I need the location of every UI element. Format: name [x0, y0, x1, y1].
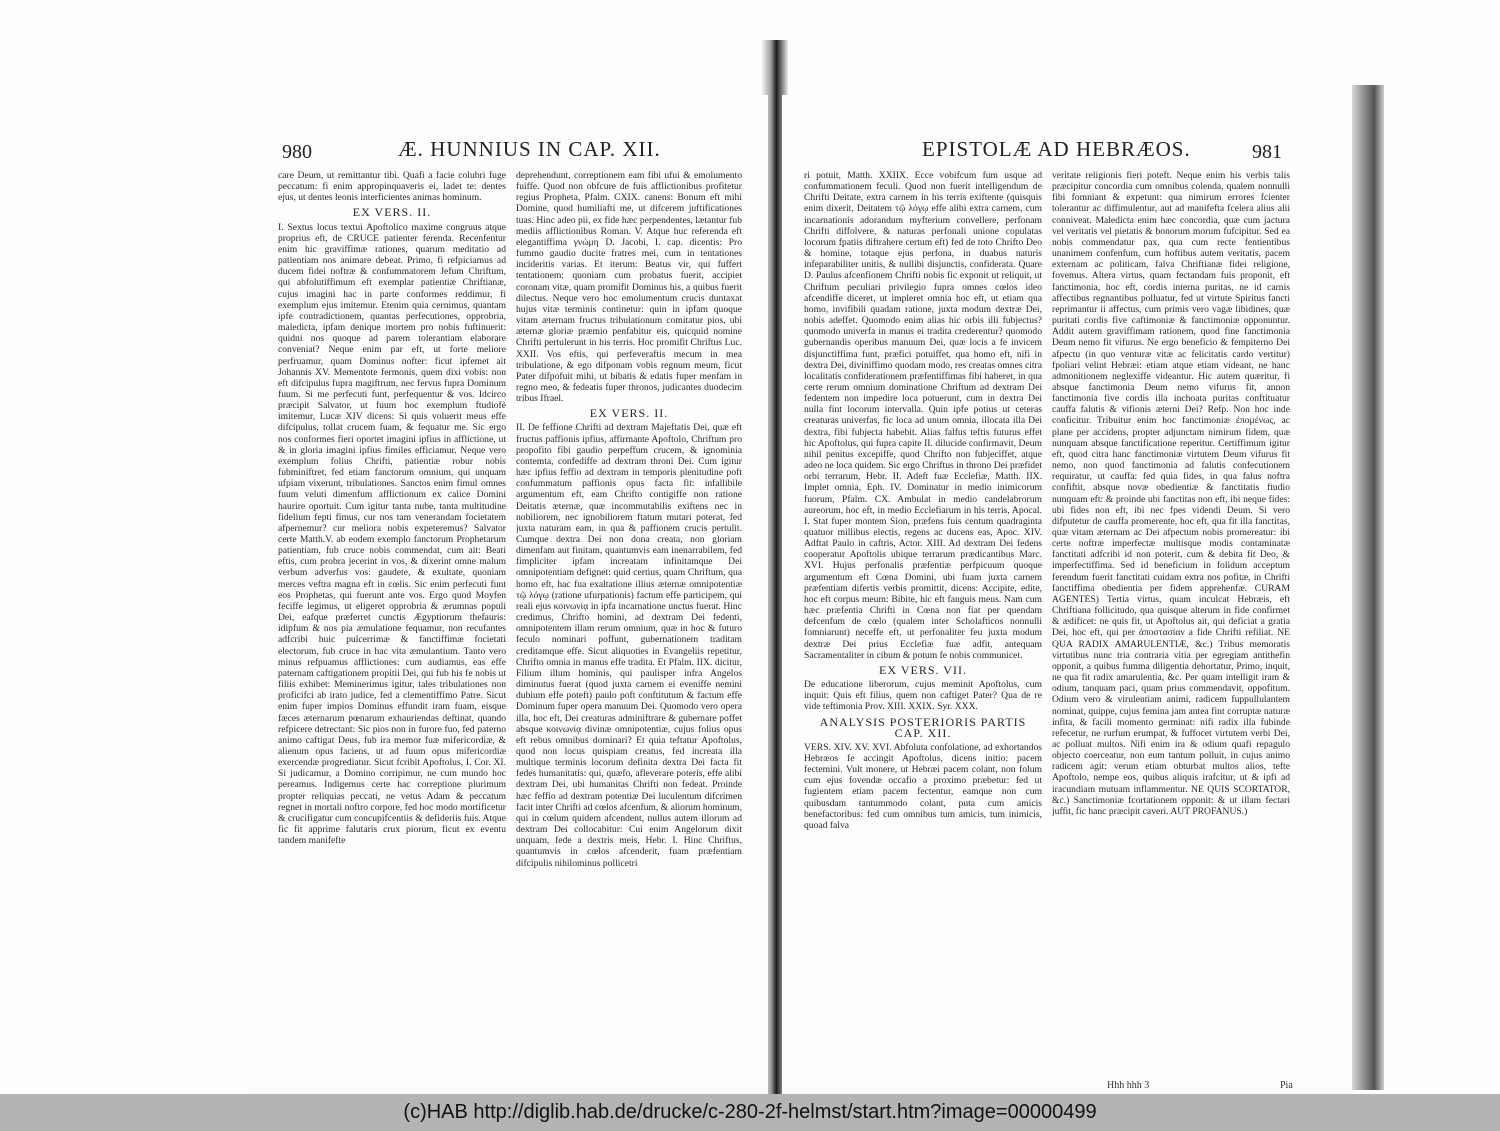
paragraph: I. Sextus locus textui Apoftolico maxime congruus atque proprius eft, de CRUCE patienter ferenda. Recenfentur enim hic graviffimæ rationes, quarum meditatio ad patientiam nos animare debeat. Primo, fi refpiciamus ad ducem fidei noftræ & confummatorem Jefum Chriftum, qui abfolutiffimum eft exemplar patientiæ Chriftianæ, cujus imagini hac in parte conformes reddimur, fi exemplum ejus imitemur. Etenim quia cernimus, quantam ipfe contradictionem, quantas perfecutiones, opprobria, maledicta, ipfam denique mortem pro nobis fuftinuerit: quidni nos quoque ad parem tolerantiam elaborare conveniat? Neque enim par eft, ut forte meliore perfruamur, quam Dominus nofter: ficut ipfemet ait Johannis XV. Mementote fermonis, quem dixi vobis: non eft difcipulus fupra magiftrum, nec fervus fupra Dominum fuum. Si me perfecuti funt, perfequentur & vos. Idcirco præcipit Salvator, ut fuum hoc exemplum ftudiofè imitemur, Lucæ XIV dicens: Si quis voluerit meus effe difcipulus, tollat crucem fuam, & fequatur me. Sic ergo nos conformes fieri oportet imagini ipfius in afflictione, ut & in gloria imagini ipfius fimiles efficiamur. Neque vero exemplum folius Chrifti, patientiæ robur nobis fubminiftret, fed etiam fanctorum omnium, qui unquam ufpiam vixerunt, tribulationes. Sanctos enim fimul omnes fuum veluti dimenfum afflictionum ex calice Domini haurire oportuit. Cum igitur tanta nube, tanta multitudine fidelium fepti fimus, cur nos tam venerandam focietatem afpernemur? cur meliora nobis expeteremus? Salvator certe Matth.V. ab eodem exemplo fanctorum Prophetarum patientiam, fub cruce nobis commendat, cum ait: Beati eftis, cum probra jecerint in vos, & dixerint omne malum verbum adverfus vos: gaudete, & exultate, quoniam merces veftra magna eft in cœlis. Sic enim perfecuti funt eos Prophetas, qui fuerunt ante vos. Ergo quod Moyfen feciffe legimus, ut eligeret opprobria & ærumnas populi Dei, eafque præferret cunctis Ægyptiorum thefauris: idipfum & nos pia æmulatione fequamur, non recufantes adfcribi huic pulcerrimæ & fanctiffimæ focietati electorum, fub cruce in hac vita æmulantium. Tanto vero minus refpuamus afflictiones: cum audiamus, eas effe paternam caftigationem propitii Dei, qui fub his fe nobis ut filiis exhibet: Meminerimus igitur, tales tribulationes non proficifci ab irato judice, fed a clementiffimo Patre. Sicut enim fuper impios Dominus effundit iram fuam, eisque fæces æternarum pœnarum exhauriendas deftinat, quando refpicere detrectant: Sic pios non in furore fuo, fed paterno animo caftigat Deus, fub ira memor fuæ mifericordiæ, & alienum opus faciens, ut ad fuum opus mifericordiæ exercendæ progrediatur. Sicut fcribit Apoftolus, I. Cor. XI. Si judicamur, a Domino corripimur, ne cum mundo hoc pereamus. Indigemus certe hac correptione plurimum propter reliquias peccati, ne vetus Adam & peccatum regnet in mortali noftro corpore, fed hoc modo mortificetur & crucifigatur cum concupifcentiis & defideriis fuis. Atque fic fit apprime falutaris crux piorum, ficut ex eventu tandem manifefte: [278, 221, 506, 847]
right-column-2: [1052, 170, 1290, 817]
page-edge-shadow: [1352, 85, 1384, 1090]
section-heading: EX VERS. VII.: [879, 662, 967, 677]
copyright-url-text: (c)HAB http://diglib.hab.de/drucke/c-280-2f-helmst/start.htm?image=00000499: [403, 1101, 1097, 1123]
paragraph: veritate religionis fieri poteft. Neque enim his verbis talis præcipitur concordia cum omnibus colenda, qualem nonnulli fibi fomniant & expetunt: qua nimirum errores fcienter tolerantur ac diffimulentur, aut ad manifefta fcelera alius alii conniveat. Maledicta enim hæc concordia, quæ cum jactura vel veritatis vel pietatis & bonorum morum fufcipitur. Sed ea nobis commendatur pax, qua cum recte fentientibus unanimem confenfum, cum hoftibus autem veritatis, pacem externam ac politicam, falva Chriftianæ fidei religione, fovemus. Altera virtus, quam fectandam fuis proponit, eft fanctimonia, hoc eft, cordis interna puritas, ne id carnis affectibus regnantibus polluatur, fed ut virtute Spiritus fancti reprimantur ii affectus, cum primis vero vagæ libidines, quæ puritati cordis five caftimoniæ & fanctimoniæ opponuntur. Addit autem graviffimam rationem, quod fine fanctimonia Deum nemo fit vifurus. Ne ergo beneficio & fempiterno Dei afpectu (in quo venturæ vitæ ac felicitatis cardo vertitur) fpoliari velint Hebræi: etiam atque etiam videant, ne hanc admonitionem neglexiffe videantur. Hic autem quæritur, fi absque fanctimonia Deum nemo vifurus fit, annon fanctimonia five cordis illa inchoata puritas conftituatur cauffa falutis & vifionis æterni Dei? Refp. Non hoc inde conficitur. Tribuitur enim hoc fanctimoniæ ἐπομένως, ac plane per accidens, propter adjunctam nimirum fidem, quæ nunquam absque fanctificatione reperitur. Certiffimum igitur eft, quod citra hanc fanctimoniæ virtutem Deum vifurus fit nemo, non quod fanctimonia ad falutis confecutionem requiratur, ut cauffa: fed quia fides, in qua falus noftra confiftit, absque novæ obedientiæ & fanctitatis ftudio nunquam eft: & proinde ubi fanctitas non eft, ibi neque fides: ubi fides non eft, ibi nec fpes videndi Deum. Si vero difputetur de cauffa promerente, hoc eft, qua fit illa fanctitas, quæ vitam æternam ac Dei afpectum nobis promereatur: ibi certe noftræ imperfectæ multisque modis contaminatæ fanctitati adfcribi id non poterit, cum & debita fit Deo, & imperfectiffima. Sed id beneficium in folidum acceptum ferendum fuerit fanctitati cuidam extra nos pofitæ, in Chrifti fanctiffima obedientia per fidem apprehenfæ. CURAM AGENTES) Tertia virtus, quam inculcat Hebræis, eft Chriftiana follicitudo, qua quisque alterum in fide confirmet & ædificet: ne quis fit, ut Apoftolus ait, qui deficiat a gratia Dei, hoc eft, qui per ἀποστασίαν a fide Chrifti refiliat. NE QUA RADIX AMARULENTIÆ, &c.) Tribus memoratis virtutibus nunc tria contraria vitia per egregiam antithefin opponit, a quibus fumma diligentia dehortatur, Primo, inquit, ne qua fit radix amarulentia, &c. Per quam intelligit iram & odium, tanquam paci, quam prius commendavit, oppofitum. Odium vero & virulentiam animi, radicem fuppullulantem nominat, quippe, cujus femina jam antea fint corruptæ naturæ infita, & facili momento germinat: nifi radix illa fubinde refecetur, ne rurfum erumpat, & fuffocet virtutem verbi Dei, ac polluat multos. Nifi enim ira & odium quafi repagulo objecto coerceatur, non eum tantum polluit, in cujus animo radicem agit: verum etiam obturbat multos alios, tefte Apoftolo, nempe eos, quibus aliquis irafcitur, ut & ipfi ad iracundiam mutuam inflammentur. NE QUIS SCORTATOR, &c.) Sanctimoniæ fcortationem opponit: & ut illam fectari juffit, fic hanc præcipit caveri. AUT PROFANUS.): [1052, 170, 1290, 817]
section-heading: EX VERS. II.: [589, 406, 669, 421]
copyright-footer-bar: [0, 1094, 1500, 1131]
paragraph: De educatione liberorum, cujus meminit Apoftolus, cum inquit: Quis eft filius, quem non caftiget Pater? Qua de re vide teftimonia Prov. XIII. XXIX. Syr. XXX.: [804, 679, 1042, 713]
catchword: Pia: [1280, 1080, 1293, 1091]
left-page: [248, 95, 768, 1094]
paragraph: VERS. XIV. XV. XVI. Abfoluta confolatione, ad exhortandos Hebræos fe accingit Apoftolus, dicens initio: pacem fectemini. Vult monere, ut Hebræi pacem colant, non folum cum ejus fovendæ occafio a proximo præbetur: fed ut fugientem etiam pacem fectentur, eamque non cum quibusdam tantummodo colant, puta cum amicis benefactoribus: fed cum omnibus tum amicis, tum inimicis, quoad falva: [804, 741, 1042, 831]
right-running-header: EPISTOLÆ AD HEBRÆOS.: [922, 137, 1191, 161]
right-page-number: 981: [1252, 141, 1282, 163]
signature-mark: Hhh hhh 3: [1107, 1080, 1150, 1091]
paragraph: care Deum, ut remittantur tibi. Quafi a facie colubri fuge peccatum: fi enim appropinquaveris ei, ladet te: dentes ejus, ut dentes leonis interficientes animas hominum.: [278, 170, 506, 204]
right-column-1: [804, 170, 1042, 831]
analysis-heading: ANALYSIS POSTERIORIS PARTIS CAP. XII.: [819, 714, 1027, 740]
paragraph: II. De feffione Chrifti ad dextram Majeftatis Dei, quæ eft fructus paffionis ipfius, affirmante Apoftolo, Chriftum pro propofito fibi gaudio perpeffum crucem, & ignominia contemta, confediffe ad dextram throni Dei. Cum igitur hæc ipfius feffio ad dextram in temporis plenitudine poft confummatum paffionis opus facta fit: infallibile argumentum eft, eam Chrifto contigiffe non ratione Deitatis æternæ, quæ incommutabilis exiftens nec in nobiliorem, nec ignobiliorem ftatum mutari poterat, fed juxta naturam eam, in qua & paffionem crucis pertulit. Cumque dextra Dei non dona creata, non gloriam dimenfam aut finitam, quantumvis eam inenarrabilem, fed fimpliciter ipfam increatam infinitamque Dei omnipotentiam defignet: quid certius, quam Chriftum, qua homo eft, hac fua exaltatione illius æternæ omnipotentiæ τῷ λόγῳ (ratione ufurpationis) factum effe participem, qui reali ejus κοινωνίᾳ in ipfa incarnatione unctus fuerat. Hinc credimus, Chrifto homini, ad dextram Dei fedenti, omnipotentem illam rerum omnium, quæ in hoc & futuro feculo nominari poffunt, gubernationem traditam creditamque effe. Sicut aliquoties in Evangeliis repetitur, Chrifto omnia in manus effe tradita. Et Pfalm. IIX. dicitur, Filium illum hominis, qui paulisper infra Angelos diminutus fuerat (quod juxta carnem ei eveniffe nemini dubium effe poteft) paulo poft conftitutum & factum effe Dominum fuper opera manuum Dei. Quomodo vero opera illa, hoc eft, Dei creaturas adminiftrare & gubernare poffet absque κοινωνίᾳ divinæ omnipotentiæ, cujus folius opus eft rebus omnibus dominari? Et quia teftatur Apoftolus, quod non locus quispiam creatus, fed increata illa multique terminis locorum definita dextra Dei facta fit fedes humanitatis: qui, quæfo, afleverare poteris, effe alibi dextram Dei, ubi humanitas Chrifti non fedeat. Proinde hæc feffio ad dextram potentiæ Dei luculentum difcrimen facit inter Chrifti ad cœlos afcenfum, & aliorum hominum, qui in cœlum quidem afcendent, nullus autem illorum ad dextram Dei collocabitur: Cui enim Angelorum dixit unquam, fede a dextris meis, Hebr. I. Hinc Chriftus, quantumvis in cœlos afcenderit, fuam præfentiam difcipulis nihilominus pollicetri: [516, 422, 742, 869]
left-page-number: 980: [282, 141, 312, 163]
left-column-2: [516, 170, 742, 869]
section-heading: EX VERS. II.: [352, 205, 432, 220]
paragraph: deprehendunt, correptionem eam fibi ufui & emolumento fuiffe. Quod non obfcure de fuis afflictionibus profitetur regius Propheta, Pfalm. CXIX. canens: Bonum eft mihi Domine, quod humiliafti me, ut difcerem juftificationes tuas. Hinc adeo pii, ex fide hæc perpendentes, lætantur fub mediis afflictionibus Roman. V. Atque huc referenda eft elegantiffima γνώμη D. Jacobi, I. cap. dicentis: Pro fummo gaudio ducite fratres mei, cum in tentationes incideritis varias. Et iterum: Beatus vir, qui fuffert tentationem: quoniam cum probatus fuerit, accipiet coronam vitæ, quam promifit Dominus his, a quibus fuerit dilectus. Neque vero hoc emolumentum crucis duntaxat hujus vitæ terminis continetur: quin in ipfam quoque vitam æternam fructus tribulationum comitatur pios, ubi æternæ gloriæ præmio penfabitur eis, quicquid nomine Chrifti pertulerunt in his terris. Hoc promifit Chriftus Luc. XXII. Vos eftis, qui perfeveraftis mecum in mea tribulatione, & ego difponam vobis regnum meum, ficut Pater difpofuit mihi, ut bibatis & edatis fuper menfam in regno meo, & fedeatis fuper thronos, judicantes duodecim tribus Ifrael.: [516, 170, 742, 405]
left-column-1: [278, 170, 506, 846]
left-running-header: Æ. HUNNIUS IN CAP. XII.: [398, 137, 661, 161]
right-page: [782, 95, 1352, 1094]
paragraph: ri potuit, Matth. XXIIX. Ecce vobifcum fum usque ad confummationem feculi. Quod non fuerit intelligendum de Chrifti Deitate, extra carnem in his terris exiftente (quisquis enim dixerit, Deitatem τῷ λόγῳ effe alibi extra carnem, cum incarnationis adorandum myfterium convellere, perfonam Chrifti diffolvere, & naturas perfonali unione copulatas locorum fpatiis diftrahere certum eft) fed de toto Chrifto Deo & homine, totaque ejus perfona, in duabus naturis infeparabiliter unitis, & nullibi disjunctis, confiderata. Quare D. Paulus afcenfionem Chrifti nobis fic exponit ut reliquit, ut Chriftum peculiari privilegio fupra omnes cœlos ideo afcendiffe diceret, ut impleret omnia hoc eft, ut etiam qua homo, invifibili quadam ratione, juxta modum dextræ Dei, nobis adeffet. Quomodo enim alias hic orbis illi fubjectus? quomodo univerfa in manus ei tradita crederentur? quomodo gubernandis operibus manuum Dei, quæ locis a fe invicem disjunctiffima funt, præfici potuiffet, qua homo eft, nifi in dextra Dei, diviniffimo quodam modo, res creatas omnes citra localitatis confiderationem præfentiffimas fibi haberet, in qua certe rerum omnium dominatione Chriftum ad dextram Dei fedentem non impedire loca potuerunt, cum in dextra Dei nulla fint locorum intervalla. Quin ipfe potius ut ceteras creaturas univerfas, fic loca ad unum omnia, illocata illa Dei dextra, fibi fubjecta habebit. Alias falfus teftis futurus effet hic Apoftolus, qui fupra capite II. dilucide confirmavit, Deum nihil penitus excepiffe, quod Chrifto non fubjeciffet, atque adeo ne loca quidem. Sic ergo Chriftus in throno Dei præfidet orbi terrarum, Hebr. II. Adeft fuæ Ecclefiæ, Matth. IIX. Implet omnia, Eph. IV. Dominatur in medio inimicorum fuorum, Pfalm. CX. Ambulat in medio candelabrorum aureorum, hoc eft, in medio Ecclefiarum in his terris, Apocal. I. Stat fuper montem Sion, præfens fuis centum quadraginta quatuor millibus electis, regens ac ducens eas, Apoc. XIV. Adftat Paulo in caftris, Actor. XIII. Ad dextram Dei fedens cooperatur Apoftolis ubique terrarum prædicantibus Marc. XVI. Hujus perfonalis præfentiæ perfpicuum quoque argumentum eft Cœna Domini, ubi fuam juxta carnem præfentiam difertis verbis promittit, dicens: Accipite, edite, hoc eft corpus meum: Bibite, hic eft fanguis meus. Nam cum hæc præfentia Chrifti in Cœna non fiat per quendam defcenfum de cœlo (qualem inter Scholafticos nonnulli fomniarunt) neceffe eft, ut perfonaliter feu juxta modum dextræ Dei prius Ecclefiæ fuæ adfit, antequam Sacramentaliter in cibum & potum fe nobis communicet.: [804, 170, 1042, 661]
